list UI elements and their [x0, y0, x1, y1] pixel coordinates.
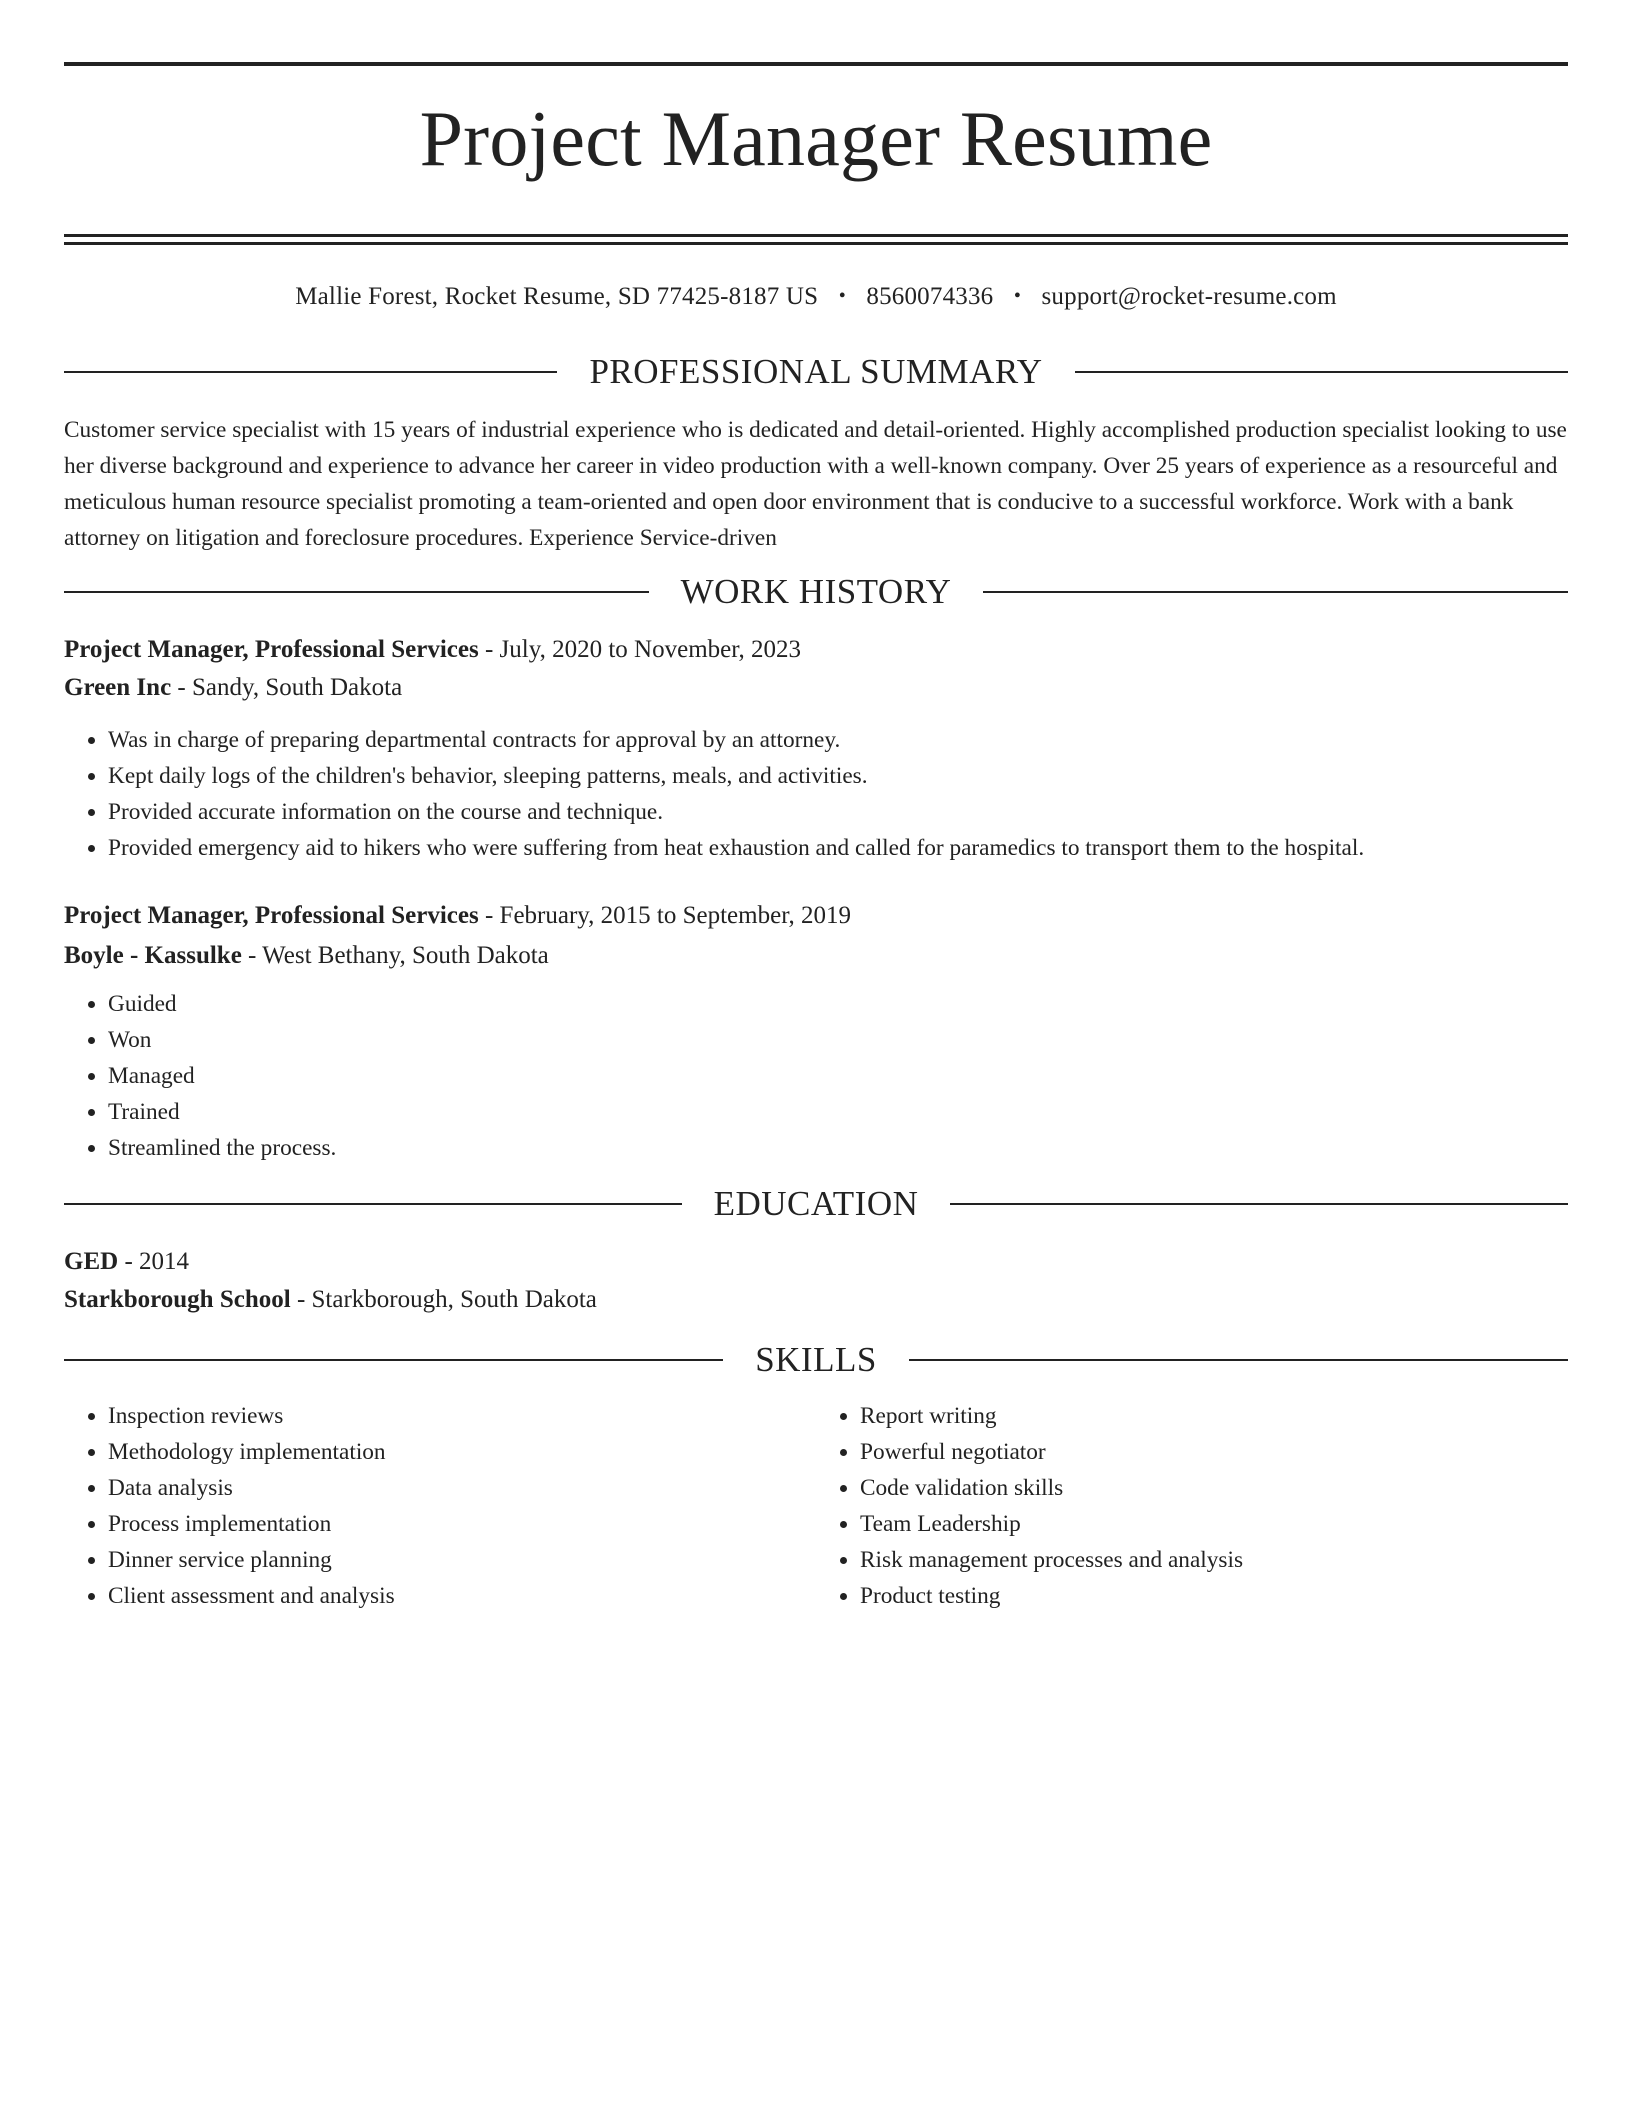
job-dates: - February, 2015 to September, 2019: [478, 902, 852, 929]
skill-item: • Methodology implementation: [108, 1434, 816, 1470]
divider: [1075, 371, 1568, 373]
job-location: - West Bethany, South Dakota: [241, 942, 549, 969]
section-title: PROFESSIONAL SUMMARY: [589, 352, 1043, 391]
title-double-rule: [64, 234, 1568, 245]
job-company: Boyle - Kassulke: [64, 942, 242, 969]
job-bullets: [64, 722, 1568, 866]
divider: [950, 1203, 1568, 1205]
list-item: • Provided accurate information on the course and technique.: [108, 794, 1568, 830]
skills-left-list: [64, 1398, 816, 1614]
education-degree-line: [64, 1246, 1568, 1278]
contact-line: [64, 281, 1568, 312]
summary-section-heading: [64, 352, 1568, 392]
skill-item: • Report writing: [860, 1398, 1568, 1434]
job-title-line: [64, 900, 1568, 932]
skills-section-heading: [64, 1340, 1568, 1380]
section-title: EDUCATION: [713, 1184, 919, 1223]
job-entry: [64, 900, 1568, 1166]
job-dates: - July, 2020 to November, 2023: [478, 636, 802, 663]
contact-separator: •: [838, 285, 846, 307]
resume-title: Project Manager Resume: [419, 95, 1213, 182]
skill-item: • Client assessment and analysis: [108, 1578, 816, 1614]
list-item: • Guided: [108, 986, 1568, 1022]
skill-item: • Process implementation: [108, 1506, 816, 1542]
summary-text: Customer service specialist with 15 years of industrial experience who is dedicated and detail-oriented. Highly accomplished production specialist looking to use her diverse background and experience to advance her career in video production with a well-known company. Over 25 years of experience as a resourceful and meticulous human resource specialist promoting a team-oriented and open door environment that is conducive to a successful workforce. Work with a bank attorney on litigation and foreclosure procedures. Experience Service-driven: [64, 417, 1567, 551]
job-bullets: [64, 986, 1568, 1166]
divider: [64, 1359, 723, 1361]
list-item: • Provided emergency aid to hikers who were suffering from heat exhaustion and called for paramedics to transport them to the hospital.: [108, 830, 1568, 866]
job-entry: [64, 634, 1568, 866]
education-degree: GED: [64, 1248, 119, 1275]
section-title: WORK HISTORY: [680, 572, 952, 611]
education-entry: [64, 1246, 1568, 1316]
job-company-line: [64, 672, 1568, 704]
contact-address: Mallie Forest, Rocket Resume, SD 77425-8187 US: [295, 283, 819, 310]
list-item: • Kept daily logs of the children's behavior, sleeping patterns, meals, and activities.: [108, 758, 1568, 794]
job-title: Project Manager, Professional Services: [64, 636, 479, 663]
education-school: Starkborough School: [64, 1286, 291, 1313]
section-title: SKILLS: [755, 1340, 877, 1379]
skill-item: • Powerful negotiator: [860, 1434, 1568, 1470]
contact-separator: •: [1013, 285, 1022, 307]
job-location: - Sandy, South Dakota: [171, 674, 403, 701]
divider: [64, 1203, 682, 1205]
education-section-heading: [64, 1184, 1568, 1224]
list-item: • Was in charge of preparing departmental contracts for approval by an attorney.: [108, 722, 1568, 758]
divider: [909, 1359, 1568, 1361]
skill-item: • Product testing: [860, 1578, 1568, 1614]
skill-item: • Team Leadership: [860, 1506, 1568, 1542]
skill-item: • Risk management processes and analysis: [860, 1542, 1568, 1578]
education-school-line: [64, 1284, 1568, 1316]
list-item: • Streamlined the process.: [108, 1130, 1568, 1166]
education-location: - Starkborough, South Dakota: [290, 1286, 597, 1313]
skills-columns: [64, 1398, 1568, 1614]
skills-right-list: [816, 1398, 1568, 1614]
skill-item: • Inspection reviews: [108, 1398, 816, 1434]
job-title-line: [64, 634, 1568, 666]
job-company-line: [64, 940, 1568, 972]
divider: [64, 371, 557, 373]
skill-item: • Dinner service planning: [108, 1542, 816, 1578]
job-company: Green Inc: [64, 674, 172, 701]
skill-item: • Data analysis: [108, 1470, 816, 1506]
list-item: • Won: [108, 1022, 1568, 1058]
job-title: Project Manager, Professional Services: [64, 902, 479, 929]
contact-phone: 8560074336: [866, 283, 994, 310]
divider: [983, 591, 1568, 593]
divider: [64, 591, 649, 593]
contact-email: support@rocket-resume.com: [1041, 283, 1337, 310]
education-year: - 2014: [118, 1248, 190, 1275]
list-item: • Managed: [108, 1058, 1568, 1094]
list-item: • Trained: [108, 1094, 1568, 1130]
skill-item: • Code validation skills: [860, 1470, 1568, 1506]
work-section-heading: [64, 572, 1568, 612]
